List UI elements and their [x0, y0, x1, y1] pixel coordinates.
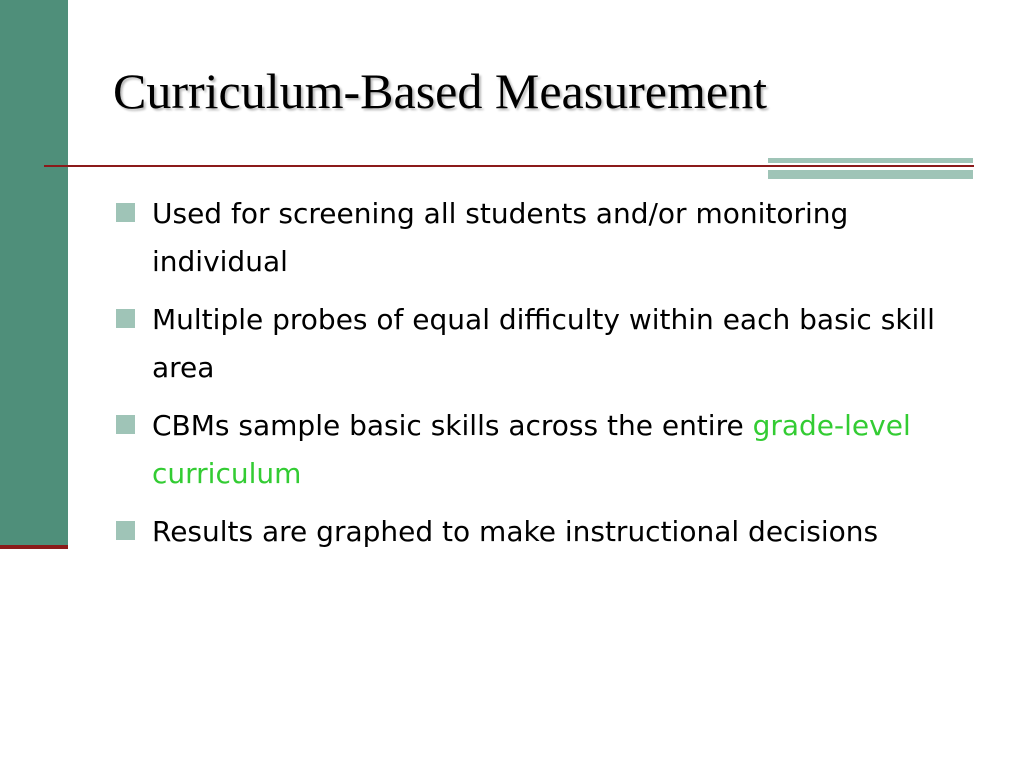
accent-bar-bottom	[768, 170, 973, 179]
square-bullet-icon	[116, 309, 135, 328]
square-bullet-icon	[116, 521, 135, 540]
left-bar-underline	[0, 545, 68, 549]
bullet-list	[116, 190, 966, 566]
square-bullet-icon	[116, 203, 135, 222]
bullet-item	[116, 190, 966, 286]
bullet-text: CBMs sample basic skills across the entire	[152, 409, 753, 442]
bullet-text: Multiple probes of equal difficulty within each basic skill area	[152, 303, 935, 384]
bullet-highlight-text: grade-level curriculum	[152, 409, 911, 490]
square-bullet-icon	[116, 415, 135, 434]
accent-bar-top	[768, 158, 973, 163]
title-divider	[44, 165, 974, 167]
bullet-text: Results are graphed to make instructional decisions	[152, 515, 879, 548]
bullet-item	[116, 296, 966, 392]
bullet-item	[116, 508, 966, 556]
left-decorative-bar	[0, 0, 68, 546]
slide-title: Curriculum-Based Measurement	[113, 63, 767, 119]
bullet-item	[116, 402, 966, 498]
bullet-text: Used for screening all students and/or monitoring individual	[152, 197, 849, 278]
